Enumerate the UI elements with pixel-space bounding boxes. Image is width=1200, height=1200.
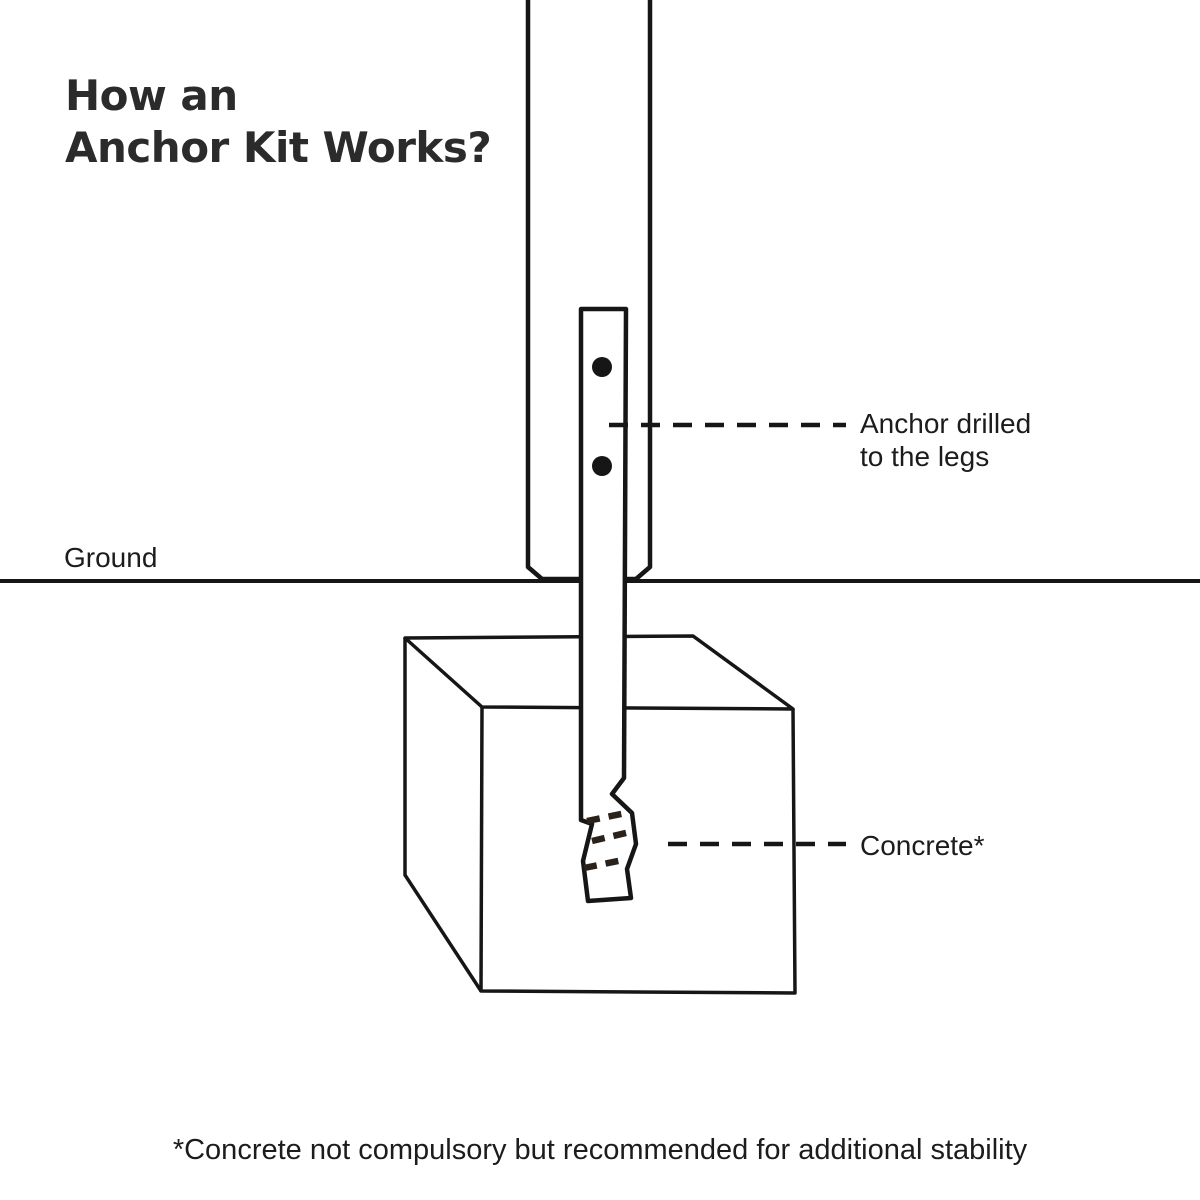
- footnote-text: *Concrete not compulsory but recommended for additional stability: [172, 1134, 1028, 1166]
- concrete-block-left-face: [405, 638, 481, 991]
- page-title-line2: Anchor Kit Works?: [65, 123, 492, 172]
- anchor-callout-line1: Anchor drilled: [860, 408, 1032, 439]
- page-title-line1: How an: [65, 71, 238, 120]
- anchor-callout-label: [860, 407, 1031, 473]
- concrete-block-front-face: [481, 707, 795, 993]
- concrete-callout-label: Concrete*: [860, 830, 985, 861]
- anchor-bolt-top: [592, 357, 612, 377]
- anchor-callout-line2: to the legs: [860, 441, 990, 472]
- ground-label: Ground: [64, 542, 158, 573]
- anchor-plate: [581, 309, 636, 901]
- anchor-bolt-bottom: [592, 456, 612, 476]
- page-title: [65, 70, 491, 174]
